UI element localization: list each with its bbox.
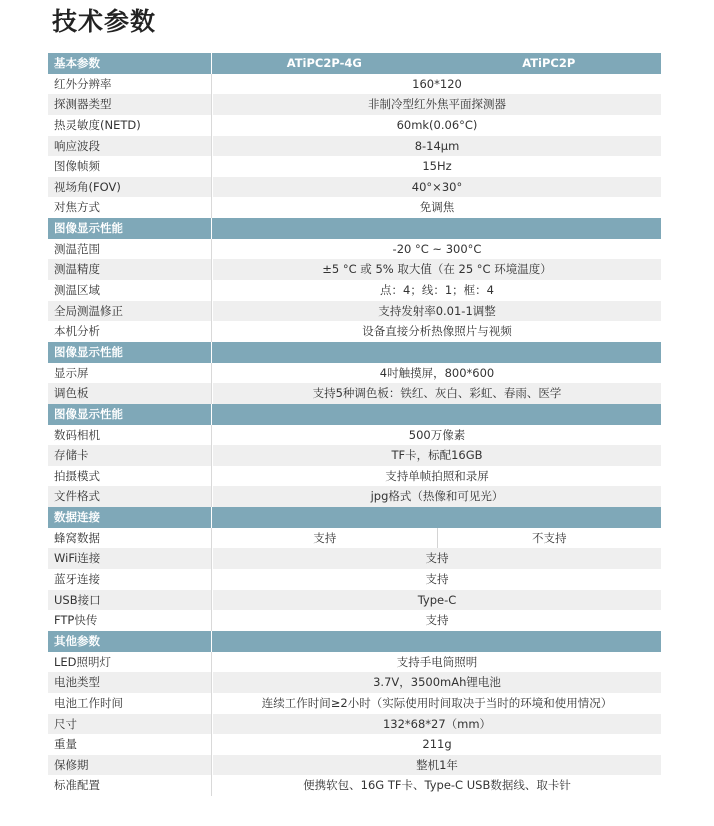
row-label: FTP快传 [48, 610, 212, 631]
row-value: 211g [212, 734, 661, 755]
row-label: 蓝牙连接 [48, 569, 212, 590]
table-row [48, 672, 661, 693]
table-row [48, 486, 661, 507]
row-value: 支持手电筒照明 [212, 652, 661, 673]
page-title: 技术参数 [52, 7, 157, 36]
row-label: 保修期 [48, 755, 212, 776]
row-label: 本机分析 [48, 321, 212, 342]
row-value: -20 °C ~ 300°C [212, 239, 661, 260]
table-row [48, 610, 661, 631]
table-row [48, 94, 661, 115]
section-header [48, 218, 661, 239]
row-label: 重量 [48, 734, 212, 755]
table-row [48, 74, 661, 95]
row-value: 设备直接分析热像照片与视频 [212, 321, 661, 342]
table-row [48, 755, 661, 776]
table-row [48, 693, 661, 714]
row-value: 160*120 [212, 74, 661, 95]
table-row [48, 569, 661, 590]
table-row [48, 136, 661, 157]
row-label: LED照明灯 [48, 652, 212, 673]
row-label: 测温范围 [48, 239, 212, 260]
row-label: 存储卡 [48, 445, 212, 466]
section-fill [212, 342, 661, 363]
table-row [48, 156, 661, 177]
row-label: 标准配置 [48, 775, 212, 796]
row-value: 支持发射率0.01-1调整 [212, 301, 661, 322]
row-value: 3.7V，3500mAh锂电池 [212, 672, 661, 693]
row-label: 拍摄模式 [48, 466, 212, 487]
section-title: 图像显示性能 [48, 218, 212, 239]
section-title: 其他参数 [48, 631, 212, 652]
table-row [48, 301, 661, 322]
row-label: 红外分辨率 [48, 74, 212, 95]
row-value: 4吋触摸屏，800*600 [212, 363, 661, 384]
row-label: 图像帧频 [48, 156, 212, 177]
header-model: ATiPC2P [522, 56, 576, 70]
section-fill [212, 404, 661, 425]
table-row [48, 363, 661, 384]
table-row [48, 259, 661, 280]
table-row [48, 383, 661, 404]
row-label: WiFi连接 [48, 548, 212, 569]
table-row [48, 445, 661, 466]
row-label: USB接口 [48, 590, 212, 611]
table-row [48, 714, 661, 735]
table-row [48, 775, 661, 796]
row-value: 支持 [212, 528, 437, 549]
row-value: 支持5种调色板：铁红、灰白、彩虹、春雨、医学 [212, 383, 661, 404]
header-label: 基本参数 [48, 53, 212, 74]
table-row [48, 280, 661, 301]
row-value: 支持 [212, 548, 661, 569]
row-label: 文件格式 [48, 486, 212, 507]
table-row [48, 528, 661, 549]
row-value-alt: 不支持 [437, 528, 662, 549]
section-header [48, 342, 661, 363]
table-row [48, 652, 661, 673]
section-header [48, 507, 661, 528]
row-label: 尺寸 [48, 714, 212, 735]
section-fill [212, 631, 661, 652]
row-label: 蜂窝数据 [48, 528, 212, 549]
row-value: 60mk(0.06°C) [212, 115, 661, 136]
table-row [48, 177, 661, 198]
row-label: 电池类型 [48, 672, 212, 693]
row-label: 视场角(FOV) [48, 177, 212, 198]
row-value: ±5 °C 或 5% 取大值（在 25 °C 环境温度） [212, 259, 661, 280]
row-value: 点：4；线：1；框：4 [212, 280, 661, 301]
row-label: 电池工作时间 [48, 693, 212, 714]
row-value: 便携软包、16G TF卡、Type-C USB数据线、取卡针 [212, 775, 661, 796]
row-value: 非制冷型红外焦平面探测器 [212, 94, 661, 115]
table-row [48, 197, 661, 218]
section-fill [212, 218, 661, 239]
spec-table [48, 53, 661, 796]
header-model-4g: ATiPC2P-4G [286, 56, 362, 70]
row-label: 测温区域 [48, 280, 212, 301]
row-label: 调色板 [48, 383, 212, 404]
row-value: 15Hz [212, 156, 661, 177]
section-title: 数据连接 [48, 507, 212, 528]
section-title: 图像显示性能 [48, 342, 212, 363]
row-value: 8-14μm [212, 136, 661, 157]
row-value: jpg格式（热像和可见光） [212, 486, 661, 507]
row-value: 连续工作时间≥2小时（实际使用时间取决于当时的环境和使用情况） [212, 693, 661, 714]
table-row [48, 734, 661, 755]
section-header [48, 404, 661, 425]
table-header-row [48, 53, 661, 74]
row-label: 热灵敏度(NETD) [48, 115, 212, 136]
row-value: 40°×30° [212, 177, 661, 198]
row-label: 数码相机 [48, 425, 212, 446]
row-value: 支持单帧拍照和录屏 [212, 466, 661, 487]
section-header [48, 631, 661, 652]
row-value: Type-C [212, 590, 661, 611]
row-value: 支持 [212, 610, 661, 631]
table-row [48, 239, 661, 260]
table-row [48, 466, 661, 487]
row-label: 响应波段 [48, 136, 212, 157]
row-value: 500万像素 [212, 425, 661, 446]
row-value: 整机1年 [212, 755, 661, 776]
row-value: 132*68*27（mm） [212, 714, 661, 735]
table-row [48, 115, 661, 136]
row-label: 显示屏 [48, 363, 212, 384]
table-row [48, 590, 661, 611]
section-title: 图像显示性能 [48, 404, 212, 425]
row-label: 对焦方式 [48, 197, 212, 218]
row-value: 免调焦 [212, 197, 661, 218]
row-value: TF卡，标配16GB [212, 445, 661, 466]
row-label: 测温精度 [48, 259, 212, 280]
table-row [48, 425, 661, 446]
row-value: 支持 [212, 569, 661, 590]
row-label: 全局测温修正 [48, 301, 212, 322]
table-row [48, 321, 661, 342]
table-row [48, 548, 661, 569]
row-label: 探测器类型 [48, 94, 212, 115]
section-fill [212, 507, 661, 528]
